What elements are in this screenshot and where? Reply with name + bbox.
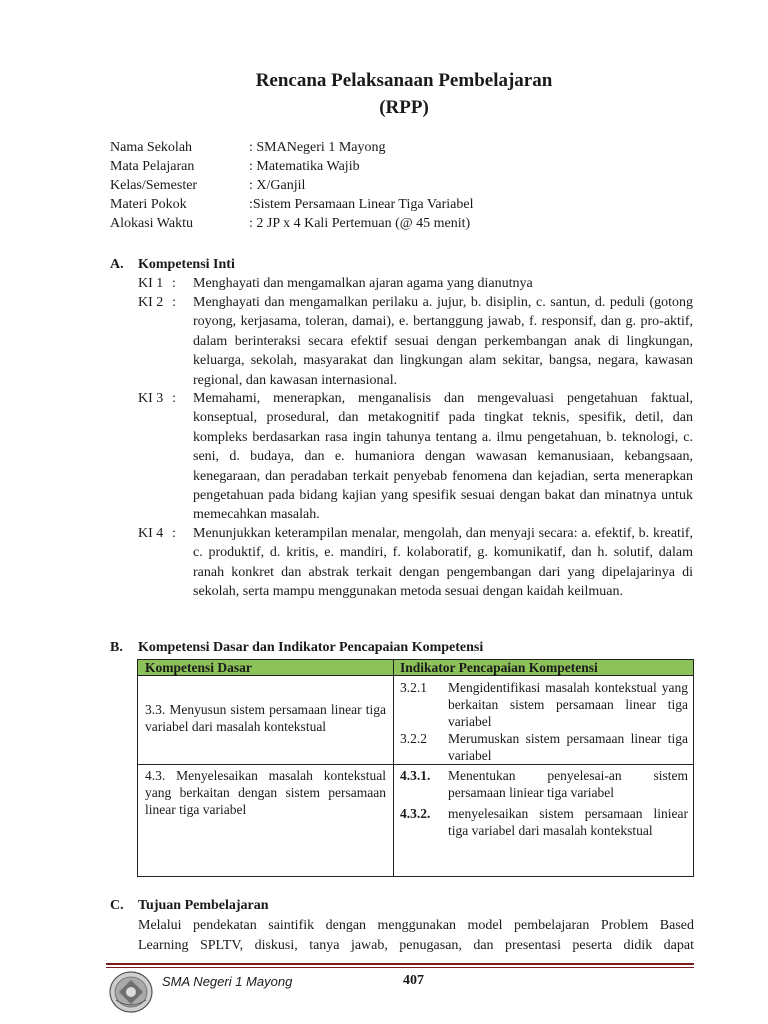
identity-label: Mata Pelajaran [110, 159, 195, 174]
ki-colon: : [172, 276, 176, 291]
identity-label: Nama Sekolah [110, 140, 193, 155]
ki-1-text: Menghayati dan mengamalkan ajaran agama yang dianutnya [193, 276, 533, 291]
indicator-text: Mengidentifikasi masalah kontekstual yang berkaitan sistem persamaan linear tiga variabel [448, 680, 688, 729]
table-divider [138, 764, 693, 765]
table-divider [393, 660, 394, 876]
table-cell-kd: 4.3. Menyelesaikan masalah kontekstual yang berkaitan dengan sistem persamaan linear tiga variabel [145, 768, 386, 817]
identity-label: Materi Pokok [110, 197, 187, 212]
section-letter: C. [110, 898, 124, 913]
footer-rule [106, 963, 694, 965]
column-header-kd: Kompetensi Dasar [145, 660, 252, 675]
ki-label: KI 4 [138, 526, 164, 541]
identity-value: : 2 JP x 4 Kali Pertemuan (@ 45 menit) [249, 216, 471, 231]
ki-label: KI 3 [138, 391, 164, 406]
document-title: Rencana Pelaksanaan Pembelajaran [255, 70, 553, 91]
footer-school-name: SMA Negeri 1 Mayong [162, 974, 293, 989]
indicator-number: 3.2.1 [400, 680, 427, 695]
paragraph-line: Melalui pendekatan saintifik dengan menggunakan model pembelajaran Problem Based [138, 918, 694, 933]
indicator-text: menyelesaikan sistem persamaan liniear tiga variabel dari masalah kontekstual [448, 806, 688, 838]
section-letter: A. [110, 257, 124, 272]
indicator-number: 4.3.1. [400, 768, 431, 783]
ki-4-text: Menunjukkan keterampilan menalar, mengolah, dan menyaji secara: a. efektif, b. kreatif, c. produktif, d. kritis, e. mandiri, f. kolaboratif, g. komunikatif, dan h. solutif, dalam ranah konkret dan abstrak terkait dengan pengembangan dari yang dipelajarinya di sekolah, serta mampu menggunakan metoda sesuai dengan kaidah keilmuan. [193, 526, 693, 600]
table-header [138, 660, 693, 676]
paragraph-line: Learning SPLTV, diskusi, tanya jawab, penugasan, dan presentasi peserta didik dapat [138, 938, 694, 953]
section-title: Kompetensi Inti [138, 257, 235, 272]
identity-value: :Sistem Persamaan Linear Tiga Variabel [249, 197, 474, 212]
table-cell-kd: 3.3. Menyusun sistem persamaan linear tiga variabel dari masalah kontekstual [145, 702, 386, 734]
ki-label: KI 1 [138, 276, 164, 291]
competency-table [137, 659, 694, 877]
school-emblem-icon [108, 970, 154, 1014]
ki-label: KI 2 [138, 295, 164, 310]
identity-value: : SMANegeri 1 Mayong [249, 140, 386, 155]
ki-3-text: Memahami, menerapkan, menganalisis dan mengevaluasi pengetahuan faktual, konseptual, prosedural, dan metakognitif pada tingkat teknis, spesifik, detil, dan kompleks berdasarkan rasa ingin tahunya tentang a. ilmu pengetahuan, b. teknologi, c. seni, d. budaya, dan e. humaniora dengan wawasan kemanusiaan, kebangsaan, kenegaraan, dan peradaban terkait penyebab fenomena dan kejadian, serta menerapkan pengetahuan pada bidang kajian yang spesifik sesuai dengan bakat dan minatnya untuk memecahkan masalah. [193, 391, 693, 523]
section-letter: B. [110, 640, 123, 655]
indicator-text: Menentukan penyelesai-an sistem persamaan liniear tiga variabel [448, 768, 688, 800]
page-number: 407 [403, 973, 424, 988]
section-title: Tujuan Pembelajaran [138, 898, 269, 913]
ki-colon: : [172, 295, 176, 310]
column-header-indicator: Indikator Pencapaian Kompetensi [400, 660, 598, 675]
section-title: Kompetensi Dasar dan Indikator Pencapaian Kompetensi [138, 640, 484, 655]
identity-label: Alokasi Waktu [110, 216, 193, 231]
footer-rule [106, 967, 694, 968]
identity-label: Kelas/Semester [110, 178, 198, 193]
document-subtitle: (RPP) [379, 97, 429, 118]
ki-colon: : [172, 526, 176, 541]
indicator-number: 4.3.2. [400, 806, 431, 821]
indicator-number: 3.2.2 [400, 731, 427, 746]
indicator-text: Merumuskan sistem persamaan linear tiga variabel [448, 731, 688, 763]
identity-value: : X/Ganjil [249, 178, 306, 193]
ki-colon: : [172, 391, 176, 406]
identity-value: : Matematika Wajib [249, 159, 360, 174]
ki-2-text: Menghayati dan mengamalkan perilaku a. jujur, b. disiplin, c. santun, d. peduli (gotong royong, kerjasama, toleran, damai), e. bertanggung jawab, f. responsif, dan g. pro-aktif, dalam berinteraksi secara efektif sesuai dengan perkembangan anak di lingkungan, keluarga, sekolah, masyarakat dan lingkungan alam sekitar, bangsa, negara, kawasan regional, dan kawasan internasional. [193, 295, 693, 388]
